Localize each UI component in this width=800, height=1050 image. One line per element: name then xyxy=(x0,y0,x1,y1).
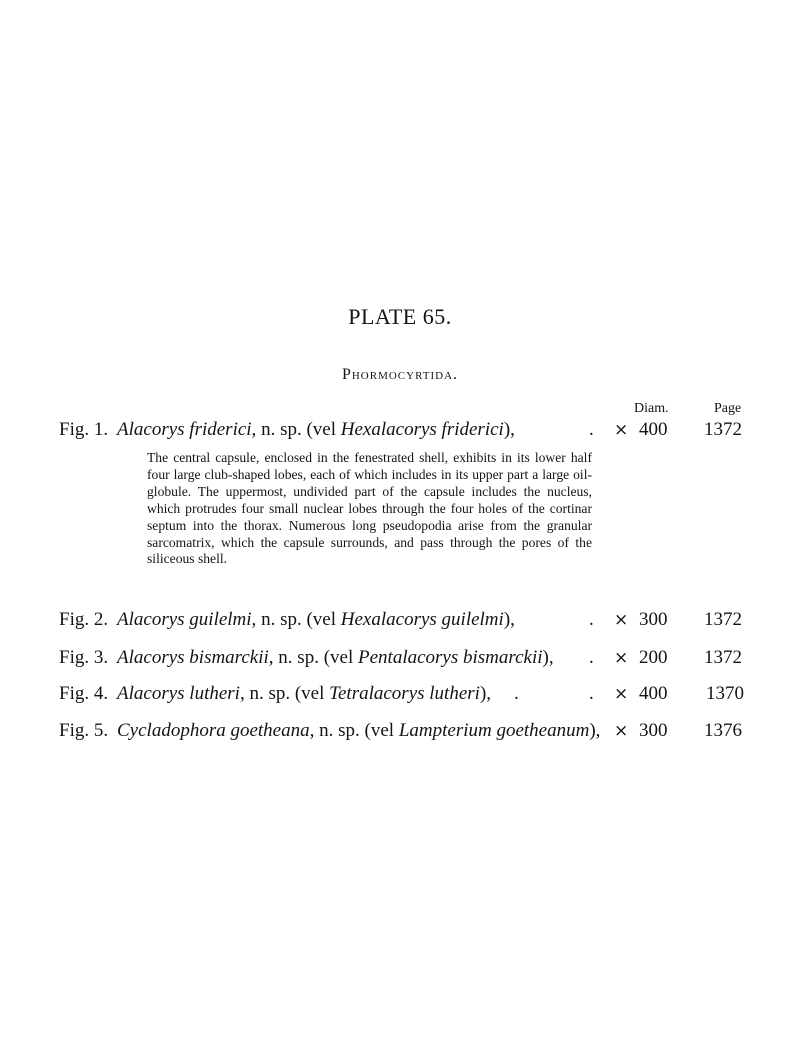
page-number: 1372 xyxy=(704,647,742,668)
new-species-mark: n. sp. xyxy=(261,609,302,630)
figure-label: Fig. 4. xyxy=(59,683,109,704)
new-species-mark: n. sp. xyxy=(249,683,291,704)
figure-row-2 xyxy=(59,608,759,632)
diameter-value: 300 xyxy=(639,609,668,630)
vel-close: ), xyxy=(503,609,515,630)
diameter-value: 300 xyxy=(639,720,668,741)
species-name xyxy=(117,646,554,670)
figure-label: Fig. 1. xyxy=(59,419,109,440)
diameter-value: 200 xyxy=(639,647,668,668)
alternate-name: Hexalacorys friderici xyxy=(340,419,504,440)
page-number: 1376 xyxy=(704,720,742,741)
vel-close: ), xyxy=(503,419,515,440)
figure-1-description: The central capsule, enclosed in the fenestrated shell, exhibits in its lower half four large club-shaped lobes, each of which includes in its upper part a large oil-globule. The uppermost, undivided part of the capsule includes the nucleus, which protrudes four small nuclear lobes through the four holes of the cortinar septum into the thorax. Numerous long pseudopodia arise from the granular sarcomatrix, which the capsule surrounds, and pass through the pores of the siliceous shell. xyxy=(147,450,592,567)
page-number: 1372 xyxy=(704,609,742,630)
genus-species: Alacorys guilelmi, xyxy=(117,609,257,630)
vel-open: (vel xyxy=(306,419,337,440)
species-name xyxy=(117,418,515,442)
leader-dot: . xyxy=(589,683,594,704)
genus-species: Alacorys lutheri, xyxy=(117,683,245,704)
figure-row-5 xyxy=(59,719,759,743)
vel-open: (vel xyxy=(306,609,337,630)
vel-close: ), xyxy=(479,683,492,704)
vel-open: (vel xyxy=(294,683,325,704)
figure-row-4 xyxy=(59,682,759,706)
diameter-value: 400 xyxy=(639,683,668,704)
leader-dot: . xyxy=(589,647,594,668)
new-species-mark: n. sp. xyxy=(319,720,360,741)
alternate-name: Lampterium goetheanum xyxy=(398,720,590,741)
vel-open: (vel xyxy=(323,647,354,668)
leader-dot: . xyxy=(514,683,519,704)
new-species-mark: n. sp. xyxy=(278,647,319,668)
species-name xyxy=(117,719,600,743)
genus-species: Alacorys bismarckii, xyxy=(117,647,274,668)
vel-open: (vel xyxy=(364,720,395,741)
magnification-sign: × xyxy=(614,648,629,668)
vel-close: ), xyxy=(589,720,601,741)
species-name xyxy=(117,608,515,632)
page-number: 1370 xyxy=(706,683,744,704)
magnification-sign: × xyxy=(614,610,629,630)
leader-dot: . xyxy=(589,609,594,630)
magnification-sign: × xyxy=(614,721,629,741)
vel-close: ), xyxy=(542,647,554,668)
new-species-mark: n. sp. xyxy=(261,419,302,440)
figure-label: Fig. 5. xyxy=(59,720,109,741)
magnification-sign: × xyxy=(614,420,629,440)
genus-species: Alacorys friderici, xyxy=(117,419,257,440)
figure-row-1 xyxy=(59,418,759,442)
magnification-sign: × xyxy=(614,684,629,704)
page-number: 1372 xyxy=(704,419,742,440)
species-name xyxy=(117,682,491,706)
alternate-name: Tetralacorys lutheri xyxy=(329,683,480,704)
figure-label: Fig. 2. xyxy=(59,609,109,630)
figure-label: Fig. 3. xyxy=(59,647,109,668)
alternate-name: Hexalacorys guilelmi xyxy=(340,609,504,630)
leader-dot: . xyxy=(589,419,594,440)
diam-column-header: Diam. xyxy=(634,401,669,416)
page-column-header: Page xyxy=(714,401,742,416)
family-heading: Phormocyrtida. xyxy=(341,366,459,383)
figure-row-3 xyxy=(59,646,759,670)
diameter-value: 400 xyxy=(639,419,668,440)
genus-species: Cycladophora goetheana, xyxy=(117,720,315,741)
alternate-name: Pentalacorys bismarckii xyxy=(358,647,543,668)
plate-title: PLATE 65. xyxy=(348,304,452,329)
